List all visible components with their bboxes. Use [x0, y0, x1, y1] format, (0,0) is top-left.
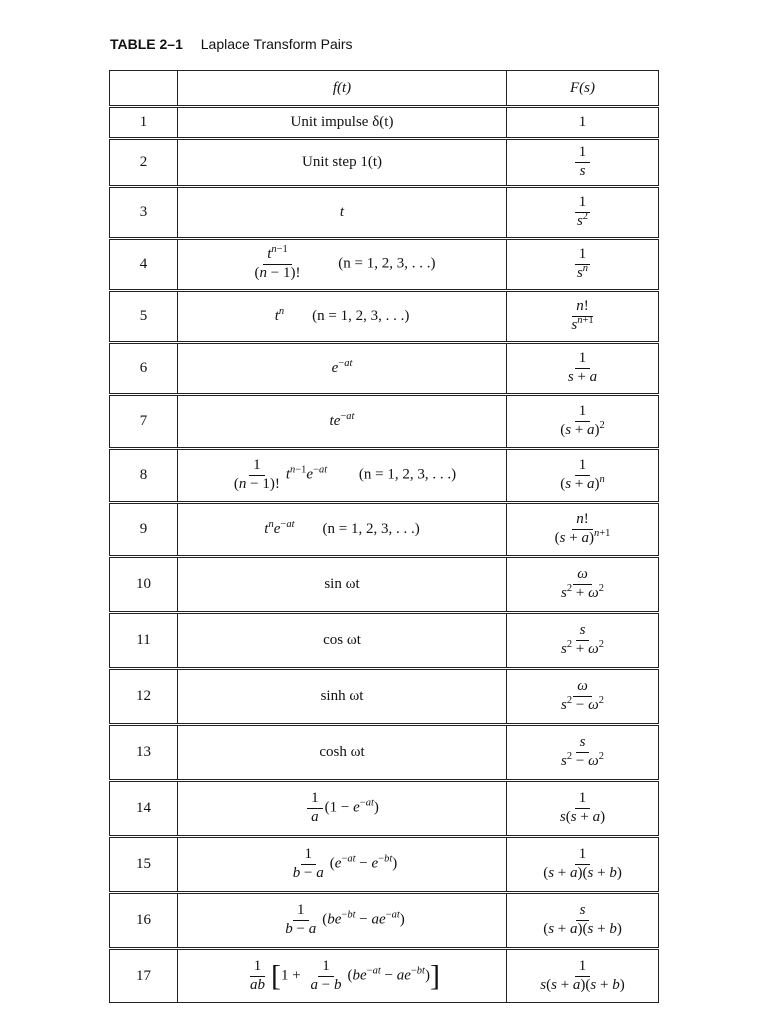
- table-row: [110, 291, 659, 343]
- table-row: [110, 837, 659, 893]
- time-cell: $te^{-at}$: [178, 395, 507, 449]
- row-number: 4: [110, 239, 178, 291]
- freq-cell: $\frac{1}{(s + a)^n}$: [507, 449, 659, 503]
- header-time: f(t): [178, 71, 507, 107]
- time-cell: $\frac{1}{(n - 1)!}$ $t^{n-1}e^{-at}$ (n = 1, 2, 3, . . .): [178, 449, 507, 503]
- freq-cell: $\frac{1}{(s + a)(s + b)}$: [507, 837, 659, 893]
- freq-cell: $\frac{1}{(s + a)^2}$: [507, 395, 659, 449]
- row-number: 8: [110, 449, 178, 503]
- freq-cell: $\frac{\omega}{s^2 - \omega^2}$: [507, 669, 659, 725]
- table-row: [110, 139, 659, 187]
- time-cell: $t^ne^{-at}$ (n = 1, 2, 3, . . .): [178, 503, 507, 557]
- sinh-label: sinh ωt: [320, 688, 364, 704]
- freq-cell: $\frac{1}{s}$: [507, 139, 659, 187]
- row-number: 7: [110, 395, 178, 449]
- row-number: 14: [110, 781, 178, 837]
- table-row: [110, 893, 659, 949]
- row-number: 1: [110, 107, 178, 139]
- time-cell: $t^n$ (n = 1, 2, 3, . . .): [178, 291, 507, 343]
- time-cell: $\frac{1}{a}$ $(1 - e^{-at})$: [178, 781, 507, 837]
- time-cell: t: [178, 187, 507, 239]
- row-number: 12: [110, 669, 178, 725]
- table-title: Laplace Transform Pairs: [200, 36, 353, 52]
- unit-impulse-label: Unit impulse δ(t): [290, 114, 394, 130]
- header-index: [110, 71, 178, 107]
- time-cell: $\frac{1}{ab}$ [1 + $\frac{1}{a - b}$ $(be^{-at} - ae^{-bt})$]: [178, 949, 507, 1003]
- table-row: [110, 395, 659, 449]
- time-cell: $\frac{1}{b - a}$ $(be^{-bt} - ae^{-at})$: [178, 893, 507, 949]
- row-number: 3: [110, 187, 178, 239]
- sin-label: sin ωt: [324, 576, 360, 592]
- freq-cell: $\frac{s}{(s + a)(s + b)}$: [507, 893, 659, 949]
- laplace-table: [109, 70, 659, 1003]
- table-row: [110, 239, 659, 291]
- freq-cell: $\frac{1}{s + a}$: [507, 343, 659, 395]
- freq-cell: $\frac{n!}{(s + a)^{n+1}}$: [507, 503, 659, 557]
- row-number: 10: [110, 557, 178, 613]
- time-cell: [178, 107, 507, 139]
- freq-cell: $\frac{s}{s^2 + \omega^2}$: [507, 613, 659, 669]
- row-number: 13: [110, 725, 178, 781]
- time-cell: [178, 557, 507, 613]
- table-caption: [110, 36, 353, 52]
- row-number: 15: [110, 837, 178, 893]
- range-label: (n = 1, 2, 3, . . .): [338, 255, 436, 272]
- time-cell: $e^{-at}$: [178, 343, 507, 395]
- row-number: 11: [110, 613, 178, 669]
- freq-cell: $\frac{1}{s^n}$: [507, 239, 659, 291]
- time-cell: [178, 669, 507, 725]
- table-row: [110, 449, 659, 503]
- time-cell: [178, 725, 507, 781]
- header-row: [110, 71, 659, 107]
- cos-label: cos ωt: [323, 632, 361, 648]
- unit-step-label: Unit step 1(t): [302, 154, 382, 170]
- table-row: [110, 557, 659, 613]
- freq-cell: $\frac{\omega}{s^2 + \omega^2}$: [507, 557, 659, 613]
- time-cell: $\frac{1}{b - a}$ $(e^{-at} - e^{-bt})$: [178, 837, 507, 893]
- freq-cell: $\frac{1}{s(s + a)(s + b)}$: [507, 949, 659, 1003]
- row-number: 9: [110, 503, 178, 557]
- row-number: 16: [110, 893, 178, 949]
- row-number: 5: [110, 291, 178, 343]
- time-cell: $\frac{t^{n-1}}{(n - 1)!}$ (n = 1, 2, 3, . . .): [178, 239, 507, 291]
- freq-cell: $\frac{n!}{s^{n+1}}$: [507, 291, 659, 343]
- freq-cell: 1: [507, 107, 659, 139]
- freq-cell: $\frac{1}{s^2}$: [507, 187, 659, 239]
- row-number: 6: [110, 343, 178, 395]
- table-row: [110, 343, 659, 395]
- table-row: [110, 613, 659, 669]
- time-cell: [178, 613, 507, 669]
- freq-cell: $\frac{s}{s^2 - \omega^2}$: [507, 725, 659, 781]
- header-freq: F(s): [507, 71, 659, 107]
- range-label: (n = 1, 2, 3, . . .): [312, 308, 410, 324]
- freq-cell: $\frac{1}{s(s + a)}$: [507, 781, 659, 837]
- table-row: [110, 107, 659, 139]
- table-number: TABLE 2–1: [110, 36, 183, 52]
- table-row: [110, 725, 659, 781]
- time-cell: [178, 139, 507, 187]
- table-row: [110, 781, 659, 837]
- table-row: [110, 669, 659, 725]
- table-row: [110, 187, 659, 239]
- cosh-label: cosh ωt: [319, 744, 365, 760]
- table-row: [110, 503, 659, 557]
- table-row: [110, 949, 659, 1003]
- range-label: (n = 1, 2, 3, . . .): [358, 466, 457, 483]
- row-number: 17: [110, 949, 178, 1003]
- row-number: 2: [110, 139, 178, 187]
- range-label: (n = 1, 2, 3, . . .): [322, 521, 420, 537]
